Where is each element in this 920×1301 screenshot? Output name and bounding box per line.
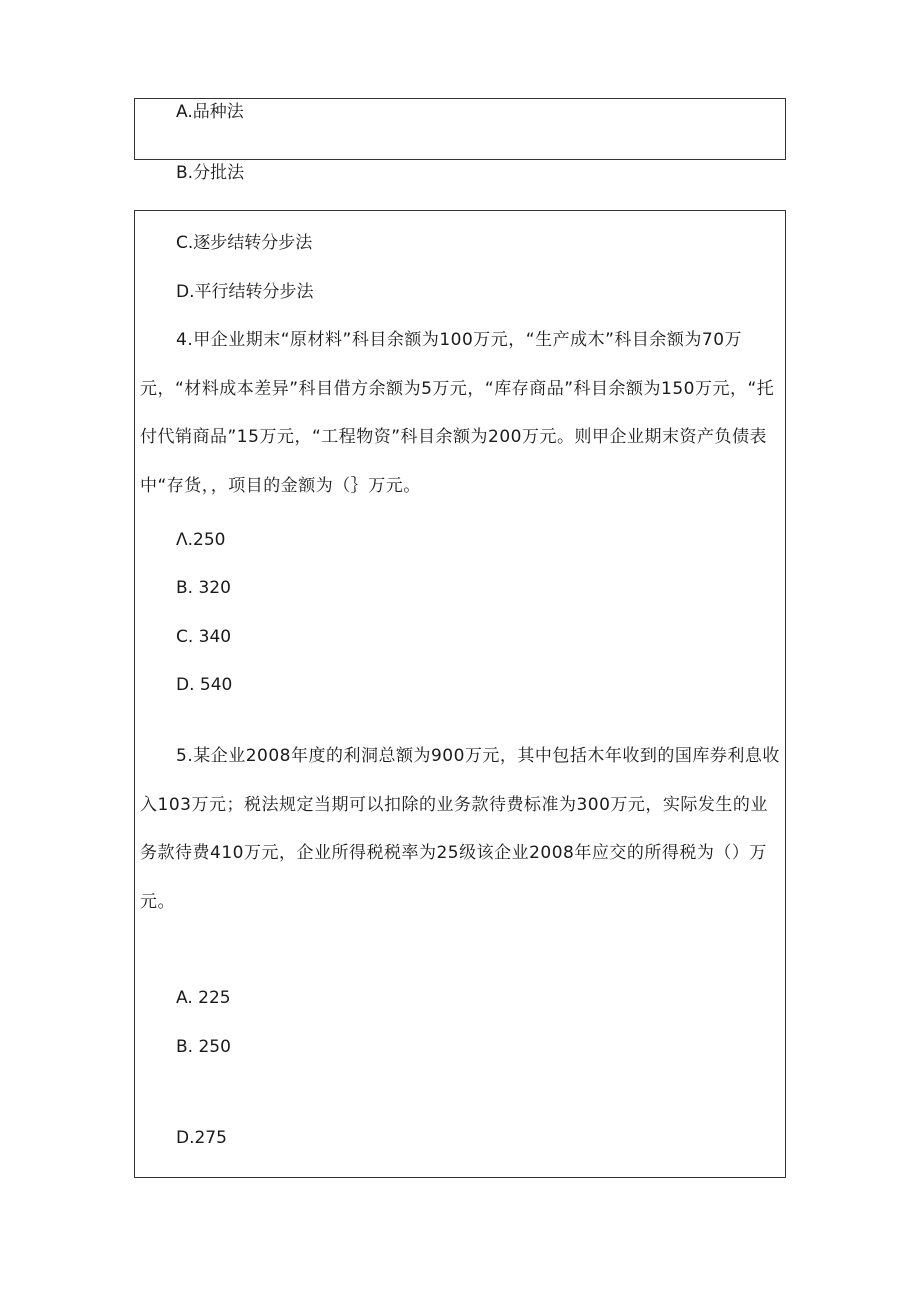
q4-option-b: B. 320 [176,578,231,598]
q3-option-b: B.分批法 [176,163,245,183]
q3-option-a: A.品种法 [176,102,244,122]
question-5-text: 5.某企业2008年度的利洞总额为900万元，其中包括木年收到的国库券利息收入103万元；税法规定当期可以扣除的业务款待费标准为300万元，实际发生的业务款待费410万元，企业所得税税率为25级该企业2008年应交的所得税为（）万元。 [140,746,780,912]
q4-option-d: D. 540 [176,675,233,695]
q5-option-b: B. 250 [176,1037,231,1057]
q4-option-a: Λ.250 [176,530,226,550]
q3-option-d: D.平行结转分步法 [176,282,314,302]
question-4-number: 4 [176,330,188,350]
q3-option-c: C.逐步结转分步法 [176,233,313,253]
q5-option-a: A. 225 [176,988,231,1008]
question-4 [140,316,784,510]
question-5 [140,732,784,926]
question-4-text: .甲企业期末“原材料”科目余额为100万元，“生产成木”科目余额为70万元，“材料成本差异”科目借方余额为5万元，“库存商品”科目余额为150万元，“托付代销商品”15万元，“工程物资”科目余额为200万元。则甲企业期末资产负债表中“存货，，项目的金额为（｝万元。 [140,330,775,496]
q4-option-c: C. 340 [176,627,232,647]
q5-option-d: D.275 [176,1128,227,1148]
